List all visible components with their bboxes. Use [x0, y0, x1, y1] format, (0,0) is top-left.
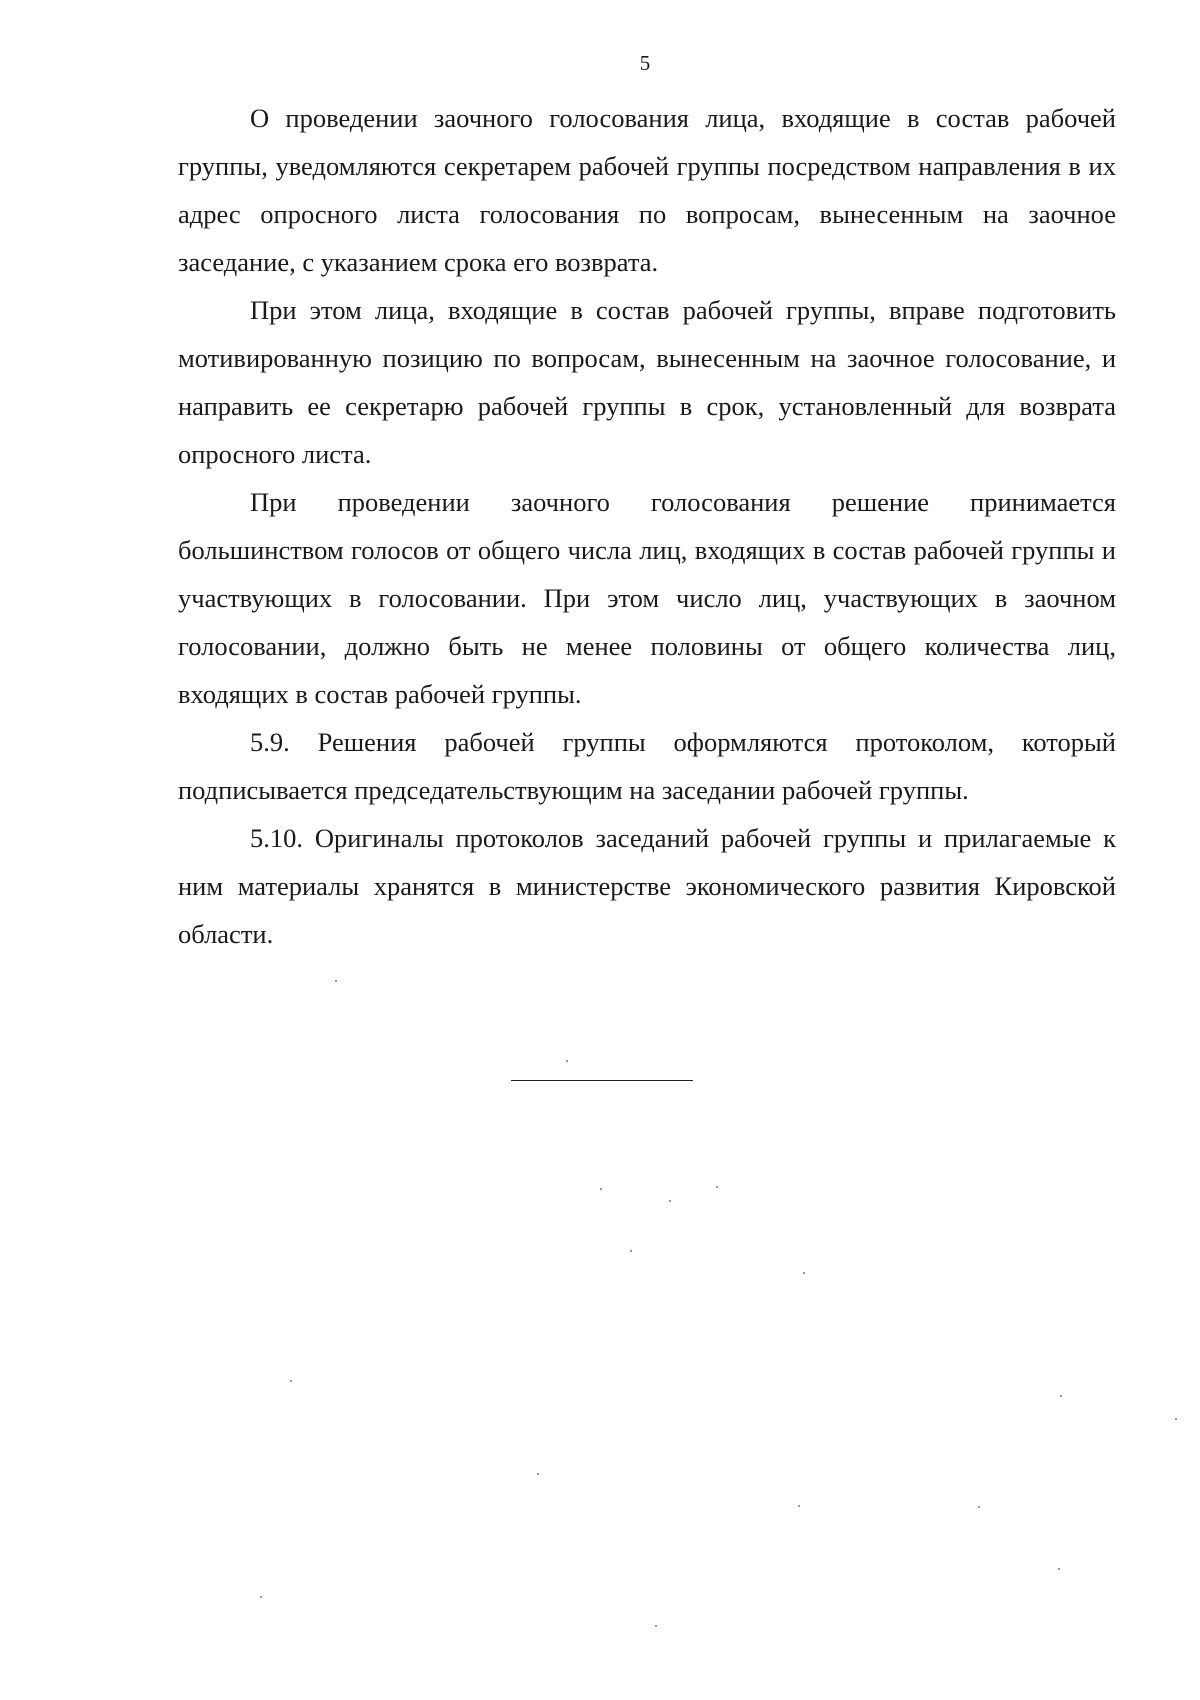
scan-speck: [537, 1473, 539, 1475]
scan-speck: [260, 1596, 262, 1598]
paragraph-clause-5-10: 5.10. Оригиналы протоколов заседаний рабочей группы и прилагаемые к ним материалы хранятся в министерстве экономического развития Кировской области.: [178, 823, 1116, 949]
paragraph-absentee-voting-notice: О проведении заочного голосования лица, входящие в состав рабочей группы, уведомляются секретарем рабочей группы посредством направления в их адрес опросного листа голосования по вопросам, вынесенным на заочное заседание, с указанием срока его возврата.: [178, 103, 1116, 277]
scan-speck: [600, 1188, 602, 1190]
scan-speck: [655, 1625, 657, 1627]
closing-divider-line: [511, 1080, 693, 1081]
scan-speck: [978, 1506, 980, 1508]
scan-speck: [566, 1060, 568, 1062]
paragraph-motivated-position: При этом лица, входящие в состав рабочей группы, вправе подготовить мотивированную позицию по вопросам, вынесенным на заочное голосование, и направить ее секретарю рабочей группы в срок, установленный для возврата опросного листа.: [178, 295, 1116, 469]
scan-speck: [290, 1380, 292, 1382]
scan-speck: [1060, 1395, 1062, 1397]
page-number: 5: [639, 51, 651, 75]
scan-speck: [669, 1200, 671, 1202]
scan-speck: [716, 1186, 718, 1188]
scan-speck: [803, 1272, 805, 1274]
scan-speck: [335, 980, 337, 982]
scan-speck: [630, 1250, 632, 1252]
paragraph-clause-5-9: 5.9. Решения рабочей группы оформляются протоколом, который подписывается председательствующим на заседании рабочей группы.: [178, 727, 1116, 805]
paragraph-decision-majority: При проведении заочного голосования решение принимается большинством голосов от общего числа лиц, входящих в состав рабочей группы и участвующих в голосовании. При этом число лиц, участвующих в заочном голосовании, должно быть не менее половины от общего количества лиц, входящих в состав рабочей группы.: [178, 487, 1116, 709]
scan-speck: [798, 1505, 800, 1507]
scan-speck: [1058, 1568, 1060, 1570]
scan-speck: [1175, 1418, 1177, 1420]
document-body: [178, 94, 1116, 958]
